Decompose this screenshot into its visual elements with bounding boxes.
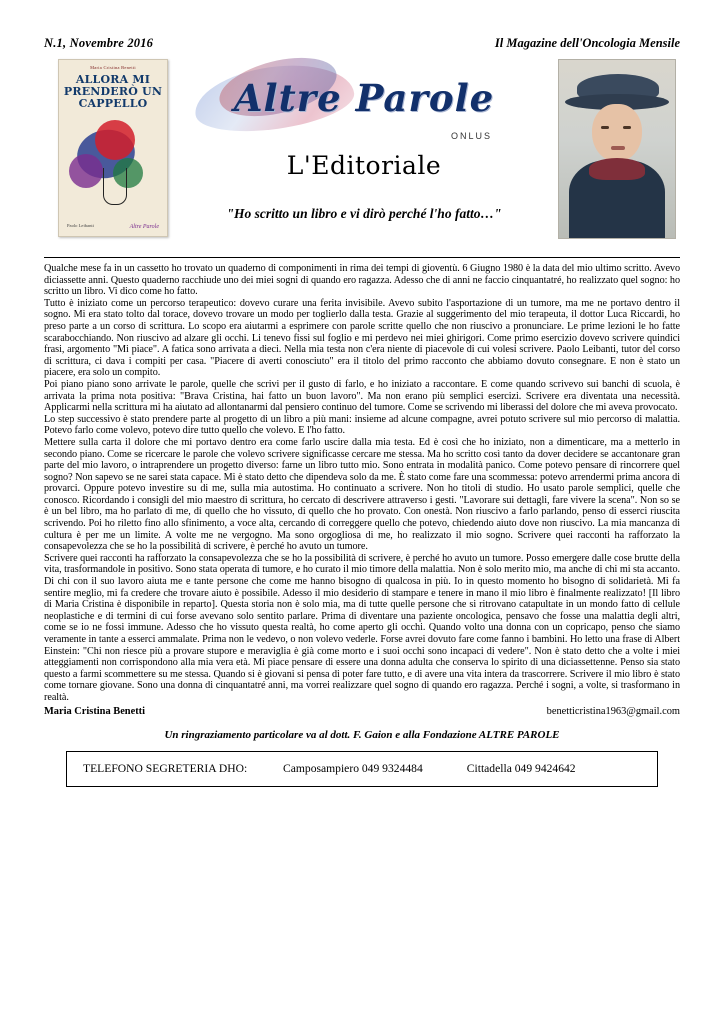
author-name: Maria Cristina Benetti <box>44 705 145 717</box>
artwork-blob-purple <box>69 154 103 188</box>
header-quote: "Ho scritto un libro e vi dirò perché l'ho fatto…" <box>226 206 502 221</box>
article-paragraph: Poi piano piano sono arrivate le parole, quelle che scrivi per il gusto di farlo, e ho iniziato a raccontare. E come quando scrivevo sui banchi di scuola, è arrivata la prima nota positiva: "Brava Cristina, hai fatto un buon lavoro". Ma non erano più semplici esercizi. Scrivere era diventata una necessità. Applicarmi nella scrittura mi ha aiutato ad allontanarmi dal pensiero continuo del tumore. Come se scrivendo mi liberassi del dolore che mi aveva provocato. <box>44 378 680 414</box>
photo-eye-left <box>601 126 609 129</box>
brand-logo <box>184 61 544 139</box>
artwork-blob-red <box>95 120 135 160</box>
photo-face <box>592 104 642 162</box>
author-email[interactable]: benetticristina1963@gmail.com <box>546 705 680 717</box>
book-cover-artwork <box>59 114 167 206</box>
photo-mouth <box>611 146 625 150</box>
author-photo <box>558 59 676 239</box>
article-paragraph: Qualche mese fa in un cassetto ho trovato un quaderno di componimenti in rima dei tempi di gioventù. 6 Giugno 1980 è la data del mio ultimo scritto. Avevo diciassette anni. Questo quaderno racchiude uno dei miei sogni di quando ero ragazza. Adesso che di anni ne faccio cinquantatré, ho realizzato quel sogno: ho scritto un libro. Vi dico come ho fatto. <box>44 263 680 298</box>
book-cover-logo: Altre Parole <box>129 224 159 230</box>
artwork-figure-icon <box>103 168 127 205</box>
photo-scarf <box>589 158 645 180</box>
footer-label: TELEFONO SEGRETERIA DHO: <box>83 762 248 776</box>
logo-text: Altre Parole <box>233 76 495 120</box>
photo-eye-right <box>623 126 631 129</box>
page-title: L'Editoriale <box>286 151 442 180</box>
magazine-tagline: Il Magazine dell'Oncologia Mensile <box>494 36 680 50</box>
footer-phone-camposampiero: Camposampiero 049 9324484 <box>283 762 423 776</box>
book-cover-image <box>58 59 168 237</box>
book-cover-author: Maria Cristina Benetti <box>90 65 136 70</box>
article-body <box>44 263 680 704</box>
acknowledgement-text: Un ringraziamento particolare va al dott. F. Gaion e alla Fondazione ALTRE PAROLE <box>164 728 560 741</box>
issue-number: N.1, Novembre 2016 <box>44 36 154 50</box>
article-paragraph: Tutto è iniziato come un percorso terapeutico: dovevo curare una ferita invisibile. Avevo subito l'asportazione di un tumore, ma me ne portavo dentro il sogno. Mi era stato tolto dal torace, dovevo trovare un modo per toglierlo dalla testa. Grazie al suggerimento del mio terapeuta, il dottor Luca Riccardi, ho preso parte a un corso di scrittura. Lo scopo era aiutarmi a esprimere con parole scritte quello che non riuscivo a pronunciare. Le prime lezioni le ho fatte scarabocchiando. Non riuscivo ad alzare gli occhi. Li tenevo fissi sul foglio e mi perdevo nei miei ghirigori. Come primo esercizio dovevo scrivere quindici frasi, argomento "Mi piace". A fatica sono arrivata a dieci. Nella mia testa non c'era niente di piacevole di cui volesi scrivere. Paolo Leibanti, tutor del corso di scrittura, ci dava i compiti per casa. "Piacere di averti conosciuto" era il titolo del primo racconto che abbiamo dovuto consegnare. E non è stato un piacere, era solo un compito. <box>44 297 680 379</box>
footer-contact-box <box>66 751 658 787</box>
book-cover-title: ALLORA MI PRENDERÒ UN CAPPELLO <box>63 73 163 110</box>
signature-line <box>44 706 680 717</box>
logo-subtitle: ONLUS <box>450 131 492 141</box>
header-divider <box>44 257 680 258</box>
masthead <box>44 36 680 51</box>
footer-phone-cittadella: Cittadella 049 9424642 <box>466 762 576 776</box>
article-paragraph: Mettere sulla carta il dolore che mi portavo dentro era come farlo uscire dalla mia testa. Ed è così che ho iniziato, non a dimenticare, ma a metterlo in secondo piano. Come se ricercare le parole che volevo scrivere significasse cercare me stessa. Ma ho scritto così tanto da dover decidere se accantonare gran parte del mio lavoro, o intraprendere un progetto diverso: farne un libro tutto mio. Sono entrata in modalità panico. Come potevo pensare di rincorrere quel sogno? Non sapevo se ne sarei stata capace. Mi è stato detto che dipendeva solo da me. È stato come fare una scommessa: potevo arrendermi prima ancora di provarci. Oppure potevo investire su di me, sulla mia autostima. Ho continuato a scrivere. Non ho titoli di studio. Ho usato parole semplici, quelle che conosco. Ricordando i consigli del mio maestro di scrittura, ho cercato di descrivere attraverso i gesti. "Lavorare sui dettagli, fare vivere la scena". Non so se è un bel libro, ma ho parlato di me, di quello che ho vissuto, di quello che ho provato. Con onestà. Non riuscivo a farlo parlando, penso di esserci riuscita scrivendo. Poi ho riletto fino allo sfinimento, a voce alta, cercando di correggere quello che potevo, chiedendo aiuto dove non riuscivo. La mia mancanza di cultura è per me un limite. A volte me ne vergogno. Ma sono orgogliosa di me, ho realizzato il mio sogno. Scrivere quei racconti ha rafforzato la consapevolezza che se ho la possibilità di scrivere, è perché ho avuto un tumore. <box>44 436 680 553</box>
book-cover-publisher: Paolo Leibanti <box>67 223 94 228</box>
header-center <box>184 61 544 222</box>
article-paragraph: Lo step successivo è stato prendere parte al progetto di un libro a più mani: insieme ad alcune compagne, avrei potuto scrivere sul mio percorso di malattia. Potevo farlo come volevo, potevo dire tutto quello che volevo. E l'ho fatto. <box>44 413 680 437</box>
article-paragraph: Scrivere quei racconti ha rafforzato la consapevolezza che se ho la possibilità di scrivere, è perché ho avuto un tumore. Posso emergere dalle cose brutte della vita, trasformandole in positivo. Sono stata operata di tumore, e ho curato il mio timore della malattia. Non è solo merito mio, ma anche di chi mi sta accanto. Di chi con il suo lavoro aiuta me e tante persone che come me hanno bisogno di qualcosa in più. Io in questo momento ho bisogno di solidarietà. Mi fa sentire meglio, mi fa credere che trovare aiuto è possibile. Adesso il mio desiderio di stampare e tenere in mano il mio libro è finalmente realizzato! [Il libro di Maria Cristina è disponibile in reparto]. Questa storia non è solo mia, ma di tutte quelle persone che si ritrovano catapultate in un mondo fatto di cellule neoplastiche e di termini di cui forse avevano solo sentito parlare. Prima di diventare una paziente oncologica, pensavo che fosse una malattia degli altri, come se io ne fossi immune. Adesso che ho vissuto questa realtà, ho come aperto gli occhi. Quando volto una donna con un copricapo, penso che siamo veramente in tante a esserci ammalate. Prima non le vedevo, o non volevo vederle. Forse avrei dovuto fare come fanno i bambini. Ho letto una frase di Albert Einstein: "Chi non riesce più a provare stupore e meraviglia è già come morto e i suoi occhi sono incapaci di vedere". Non è stato detto che a volte i miei atteggiamenti non corrispondono alla mia vera età. Mi piace pensare di essere una donna adulta che conserva lo spirito di una diciassettenne. Penso sia stato questo a farmi scommettere su me stessa. Quando si è giovani si pensa di poter fare tutto, e di avere una vita intera da trascorrere. Scrivere il mio libro è stato come tornare giovane. Sono una donna di cinquantatré anni, ma vorrei realizzare quel sogno di quando ero ragazza. Perché i sogni, a volte, si trasformano in realtà. <box>44 552 680 703</box>
header-block <box>44 55 680 251</box>
